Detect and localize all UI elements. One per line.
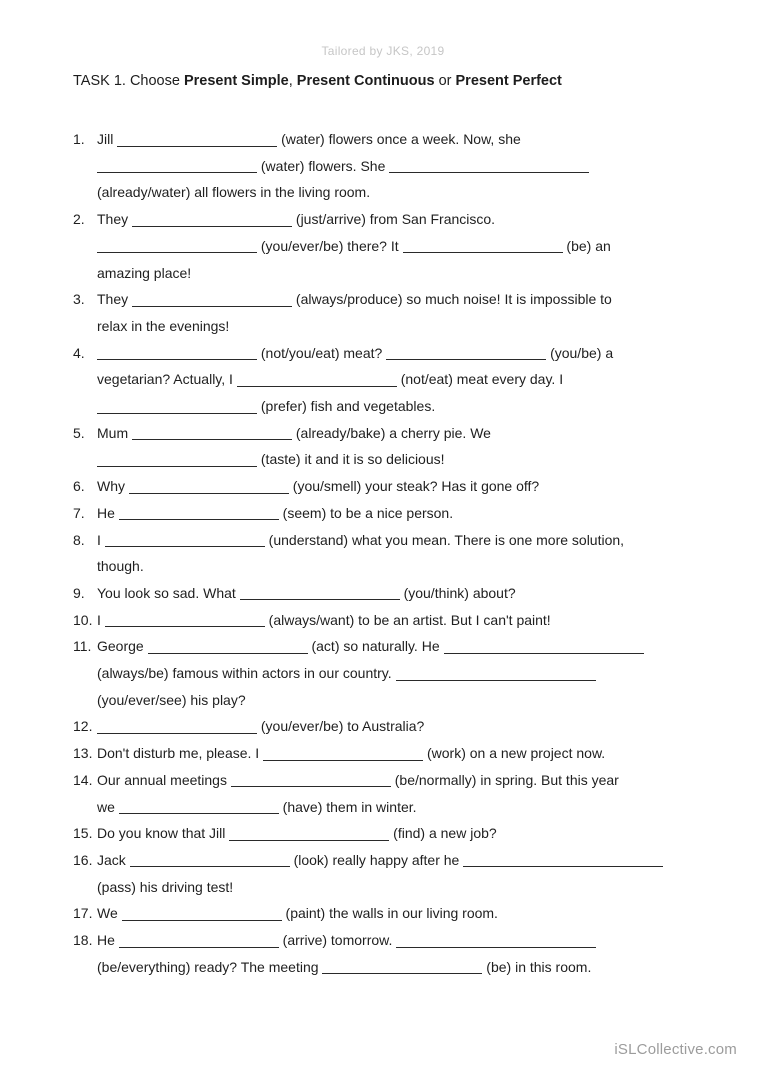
question-item	[73, 527, 723, 580]
question-text: (water) flowers once a week. Now, she	[277, 131, 521, 147]
question-number: 10.	[73, 611, 93, 628]
question-text: vegetarian? Actually, I	[97, 371, 237, 388]
question-item	[73, 740, 723, 767]
question-item	[73, 607, 723, 634]
answer-blank[interactable]	[444, 653, 644, 654]
question-text: (find) a new job?	[389, 825, 497, 842]
answer-blank[interactable]	[132, 439, 292, 440]
question-text: They	[97, 211, 133, 228]
answer-blank[interactable]	[97, 172, 257, 173]
answer-blank[interactable]	[97, 252, 257, 253]
question-text: Mum	[97, 424, 132, 441]
answer-blank[interactable]	[463, 866, 663, 867]
question-item	[73, 420, 723, 473]
question-item	[73, 286, 723, 339]
answer-blank[interactable]	[97, 359, 257, 360]
title-segment: or	[434, 73, 456, 89]
question-number: 2.	[73, 211, 85, 228]
answer-blank[interactable]	[105, 546, 265, 547]
question-text: (you/smell) your steak? Has it gone off?	[288, 478, 540, 495]
answer-blank[interactable]	[237, 386, 397, 387]
question-text: (you/ever/be) to Australia?	[257, 718, 425, 735]
question-number: 14.	[73, 771, 93, 788]
question-text: (you/ever/be) there? It	[257, 237, 403, 254]
question-text: (be/everything) ready? The meeting	[97, 958, 323, 975]
question-number: 3.	[73, 291, 85, 308]
answer-blank[interactable]	[117, 146, 277, 147]
question-item	[73, 340, 723, 420]
question-text: Our annual meetings	[97, 771, 231, 788]
answer-blank[interactable]	[105, 626, 265, 627]
question-item	[73, 713, 723, 740]
question-number: 18.	[73, 932, 93, 949]
question-number: 12.	[73, 718, 93, 735]
title-segment: TASK 1. Choose	[73, 73, 184, 89]
question-text: Don't disturb me, please. I	[97, 745, 264, 762]
question-text: George	[97, 638, 148, 655]
question-number: 4.	[73, 344, 85, 361]
question-text: (taste) it and it is so delicious!	[257, 451, 445, 468]
question-text: amazing place!	[97, 264, 192, 281]
question-number: 13.	[73, 745, 93, 762]
question-item	[73, 633, 723, 713]
question-text: (be) in this room.	[482, 958, 592, 975]
question-number: 17.	[73, 905, 93, 922]
answer-blank[interactable]	[97, 466, 257, 467]
answer-blank[interactable]	[229, 840, 389, 841]
answer-blank[interactable]	[119, 519, 279, 520]
question-text: (understand) what you mean. There is one more solution,	[264, 531, 625, 548]
answer-blank[interactable]	[119, 947, 279, 948]
question-text: (seem) to be a nice person.	[278, 504, 454, 521]
question-number: 1.	[73, 131, 85, 147]
answer-blank[interactable]	[97, 413, 257, 414]
question-text: (already/bake) a cherry pie. We	[292, 424, 491, 441]
question-text: They	[97, 291, 133, 308]
answer-blank[interactable]	[396, 947, 596, 948]
question-text: (you/think) about?	[399, 584, 516, 601]
question-item	[73, 500, 723, 527]
question-text: (paint) the walls in our living room.	[281, 905, 498, 922]
answer-blank[interactable]	[389, 172, 589, 173]
answer-blank[interactable]	[129, 493, 289, 494]
question-text: Do you know that Jill	[97, 825, 230, 842]
answer-blank[interactable]	[97, 733, 257, 734]
question-item	[73, 126, 723, 206]
question-text: (look) really happy after he	[289, 851, 464, 868]
answer-blank[interactable]	[132, 306, 292, 307]
question-number: 6.	[73, 478, 85, 495]
question-text: (have) them in winter.	[278, 798, 417, 815]
question-text: I	[97, 611, 105, 628]
footer-brand: iSLCollective.com	[614, 1041, 737, 1058]
question-text: (always/produce) so much noise! It is impossible to	[292, 291, 612, 308]
question-text: Why	[97, 478, 129, 495]
question-text: (act) so naturally. He	[307, 638, 444, 655]
answer-blank[interactable]	[148, 653, 308, 654]
question-number: 8.	[73, 531, 85, 548]
question-text: (already/water) all flowers in the living room.	[97, 184, 371, 201]
question-text: I	[97, 531, 105, 548]
question-text: relax in the evenings!	[97, 317, 230, 334]
question-item	[73, 927, 723, 980]
question-text: You look so sad. What	[97, 584, 240, 601]
answer-blank[interactable]	[386, 359, 546, 360]
question-number: 16.	[73, 851, 93, 868]
question-item	[73, 206, 723, 286]
answer-blank[interactable]	[231, 786, 391, 787]
question-item	[73, 767, 723, 820]
question-item	[73, 473, 723, 500]
question-text: (work) on a new project now.	[423, 745, 606, 762]
question-item	[73, 847, 723, 900]
question-text: (not/you/eat) meat?	[257, 344, 387, 361]
question-text: (you/be) a	[546, 344, 614, 361]
question-item	[73, 900, 723, 927]
question-text: (arrive) tomorrow.	[278, 932, 397, 949]
question-number: 7.	[73, 504, 85, 521]
title-segment: Present Perfect	[455, 73, 562, 89]
answer-blank[interactable]	[263, 760, 423, 761]
page-title	[73, 73, 562, 89]
question-text: (be) an	[562, 237, 611, 254]
answer-blank[interactable]	[132, 226, 292, 227]
question-text: (not/eat) meat every day. I	[396, 371, 564, 388]
question-text: We	[97, 905, 122, 922]
question-text: (water) flowers. She	[257, 157, 390, 174]
question-text: Jill	[97, 131, 118, 147]
answer-blank[interactable]	[119, 813, 279, 814]
question-text: though.	[97, 558, 144, 575]
question-text: He	[97, 504, 119, 521]
title-segment: ,	[288, 73, 297, 89]
answer-blank[interactable]	[322, 973, 482, 974]
answer-blank[interactable]	[130, 866, 290, 867]
question-text: (prefer) fish and vegetables.	[257, 398, 436, 415]
question-text: Jack	[97, 851, 130, 868]
title-segment: Present Simple	[183, 73, 289, 89]
watermark: Tailored by JKS, 2019	[321, 44, 445, 58]
question-item	[73, 580, 723, 607]
question-text: He	[97, 932, 119, 949]
question-text: (always/want) to be an artist. But I can't paint!	[264, 611, 551, 628]
question-item	[73, 820, 723, 847]
answer-blank[interactable]	[396, 680, 596, 681]
question-text: we	[97, 798, 119, 815]
question-number: 11.	[73, 638, 92, 655]
question-text: (always/be) famous within actors in our country.	[97, 665, 396, 682]
question-number: 9.	[73, 584, 85, 601]
title-segment: Present Continuous	[296, 73, 435, 89]
question-text: (just/arrive) from San Francisco.	[292, 211, 496, 228]
question-text: (be/normally) in spring. But this year	[390, 771, 619, 788]
answer-blank[interactable]	[122, 920, 282, 921]
question-text: (you/ever/see) his play?	[97, 691, 246, 708]
answer-blank[interactable]	[240, 599, 400, 600]
question-text: (pass) his driving test!	[97, 878, 234, 895]
question-list	[73, 126, 723, 981]
answer-blank[interactable]	[403, 252, 563, 253]
question-number: 5.	[73, 424, 85, 441]
question-number: 15.	[73, 825, 93, 842]
